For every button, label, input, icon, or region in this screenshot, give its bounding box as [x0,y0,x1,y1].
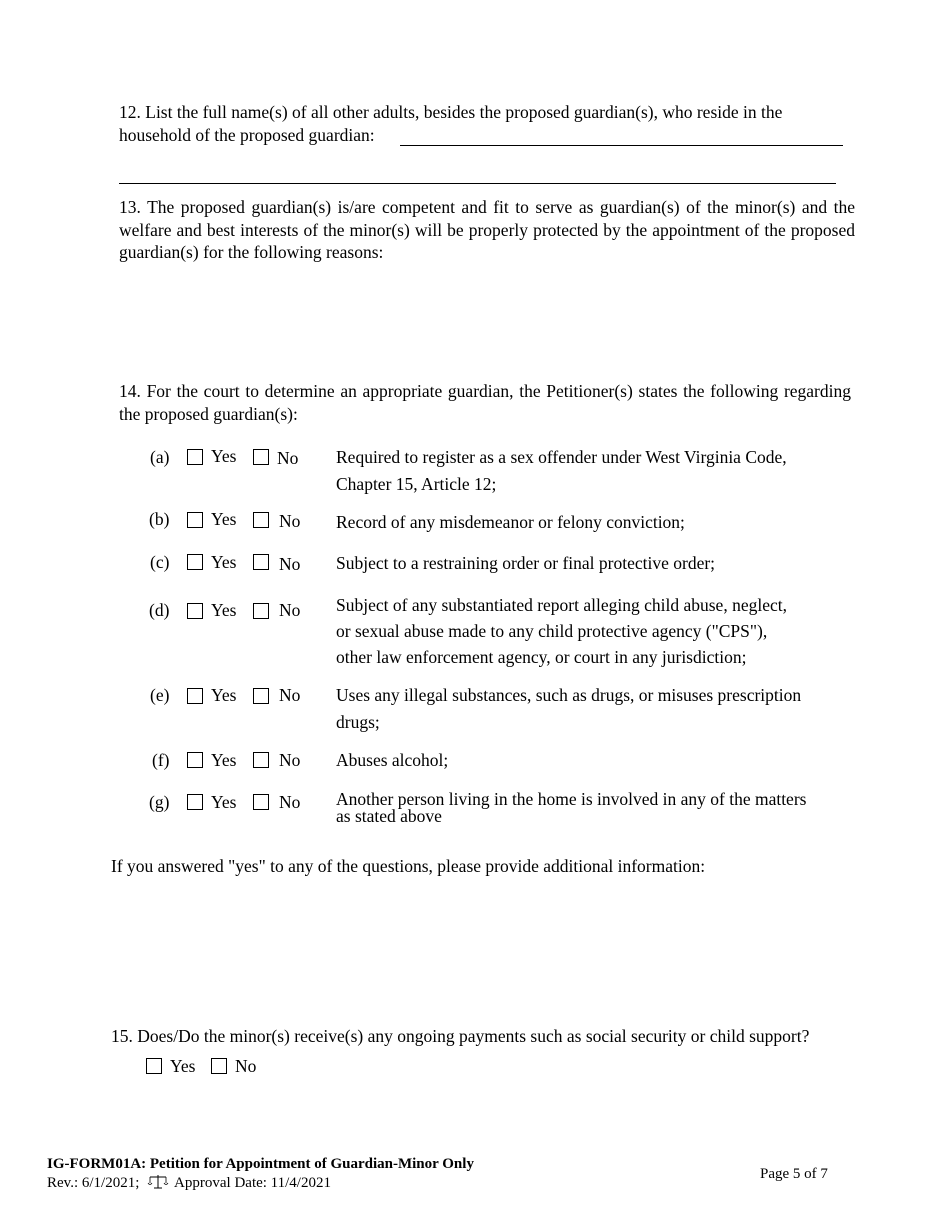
description-line: Uses any illegal substances, such as drugs, or misuses prescription [336,685,802,705]
description-line: other law enforcement agency, or court in any jurisdiction; [336,647,747,667]
scales-of-justice-icon [147,1174,169,1195]
no-checkbox[interactable] [253,512,269,528]
yes-checkbox[interactable] [187,554,203,570]
no-checkbox[interactable] [253,603,269,619]
footer-revision-line [47,1174,331,1195]
no-label: No [279,554,301,574]
q15-yes-label: Yes [170,1056,196,1076]
q15-text: 15. Does/Do the minor(s) receive(s) any ongoing payments such as social security or child support? [111,1026,810,1046]
no-label: No [277,448,299,468]
yes-checkbox[interactable] [187,603,203,619]
footer-page-number: Page 5 of 7 [760,1166,828,1182]
description-line: Another person living in the home is involved in any of the matters [336,789,807,809]
q12-block [119,101,859,147]
q12-answer-line-2[interactable] [119,183,836,184]
no-label: No [279,685,301,705]
q13-text: 13. The proposed guardian(s) is/are competent and fit to serve as guardian(s) of the minor(s) and the welfare and best interests of the minor(s) will be properly protected by the appointment of the proposed guardian(s) for the following reasons: [119,197,855,262]
description-line: Subject to a restraining order or final protective order; [336,553,716,573]
footer-approval: Approval Date: 11/4/2021 [174,1175,331,1191]
q15-no-label: No [235,1056,257,1076]
description-line: Subject of any substantiated report alleging child abuse, neglect, [336,595,787,615]
item-letter: (e) [150,685,170,705]
item-letter: (a) [150,447,170,467]
yes-label: Yes [211,600,237,620]
yes-checkbox[interactable] [187,794,203,810]
item-description [336,592,846,670]
item-description [336,550,846,577]
no-label: No [279,792,301,812]
no-label: No [279,511,301,531]
yes-label: Yes [211,446,237,466]
no-checkbox[interactable] [253,752,269,768]
q15-yes-checkbox[interactable] [146,1058,162,1074]
no-checkbox[interactable] [253,688,269,704]
description-line: drugs; [336,712,380,732]
description-line: or sexual abuse made to any child protective agency ("CPS"), [336,621,768,641]
q12-line1: 12. List the full name(s) of all other adults, besides the proposed guardian(s), who reside in the [119,102,783,122]
yes-checkbox[interactable] [187,512,203,528]
q15-no-checkbox[interactable] [211,1058,227,1074]
description-line: Required to register as a sex offender under West Virginia Code, [336,447,787,467]
item-letter: (c) [150,552,170,572]
yes-checkbox[interactable] [187,688,203,704]
no-checkbox[interactable] [253,794,269,810]
description-line: as stated above [336,806,442,826]
yes-label: Yes [211,685,237,705]
q12-line2: household of the proposed guardian: [119,125,375,145]
description-line: Abuses alcohol; [336,750,449,770]
no-label: No [279,750,301,770]
yes-label: Yes [211,552,237,572]
item-description [336,509,846,536]
item-description [336,791,846,825]
yes-label: Yes [211,792,237,812]
footer-form-title: IG-FORM01A: Petition for Appointment of Guardian-Minor Only [47,1156,474,1172]
item-description [336,444,846,498]
item-letter: (b) [149,509,170,529]
description-line: Chapter 15, Article 12; [336,474,497,494]
item-description [336,747,846,774]
q14-followup-text: If you answered "yes" to any of the questions, please provide additional information: [111,856,706,876]
yes-label: Yes [211,750,237,770]
footer-rev: Rev.: 6/1/2021; [47,1175,140,1191]
item-letter: (g) [149,792,170,812]
no-label: No [279,600,301,620]
item-description [336,682,846,736]
yes-checkbox[interactable] [187,449,203,465]
description-line: Record of any misdemeanor or felony conviction; [336,512,685,532]
yes-checkbox[interactable] [187,752,203,768]
q14-text: 14. For the court to determine an appropriate guardian, the Petitioner(s) states the following regarding the proposed guardian(s): [119,381,851,424]
item-letter: (d) [149,600,170,620]
item-letter: (f) [152,750,170,770]
yes-label: Yes [211,509,237,529]
no-checkbox[interactable] [253,554,269,570]
no-checkbox[interactable] [253,449,269,465]
q12-answer-line-1[interactable] [400,145,843,146]
